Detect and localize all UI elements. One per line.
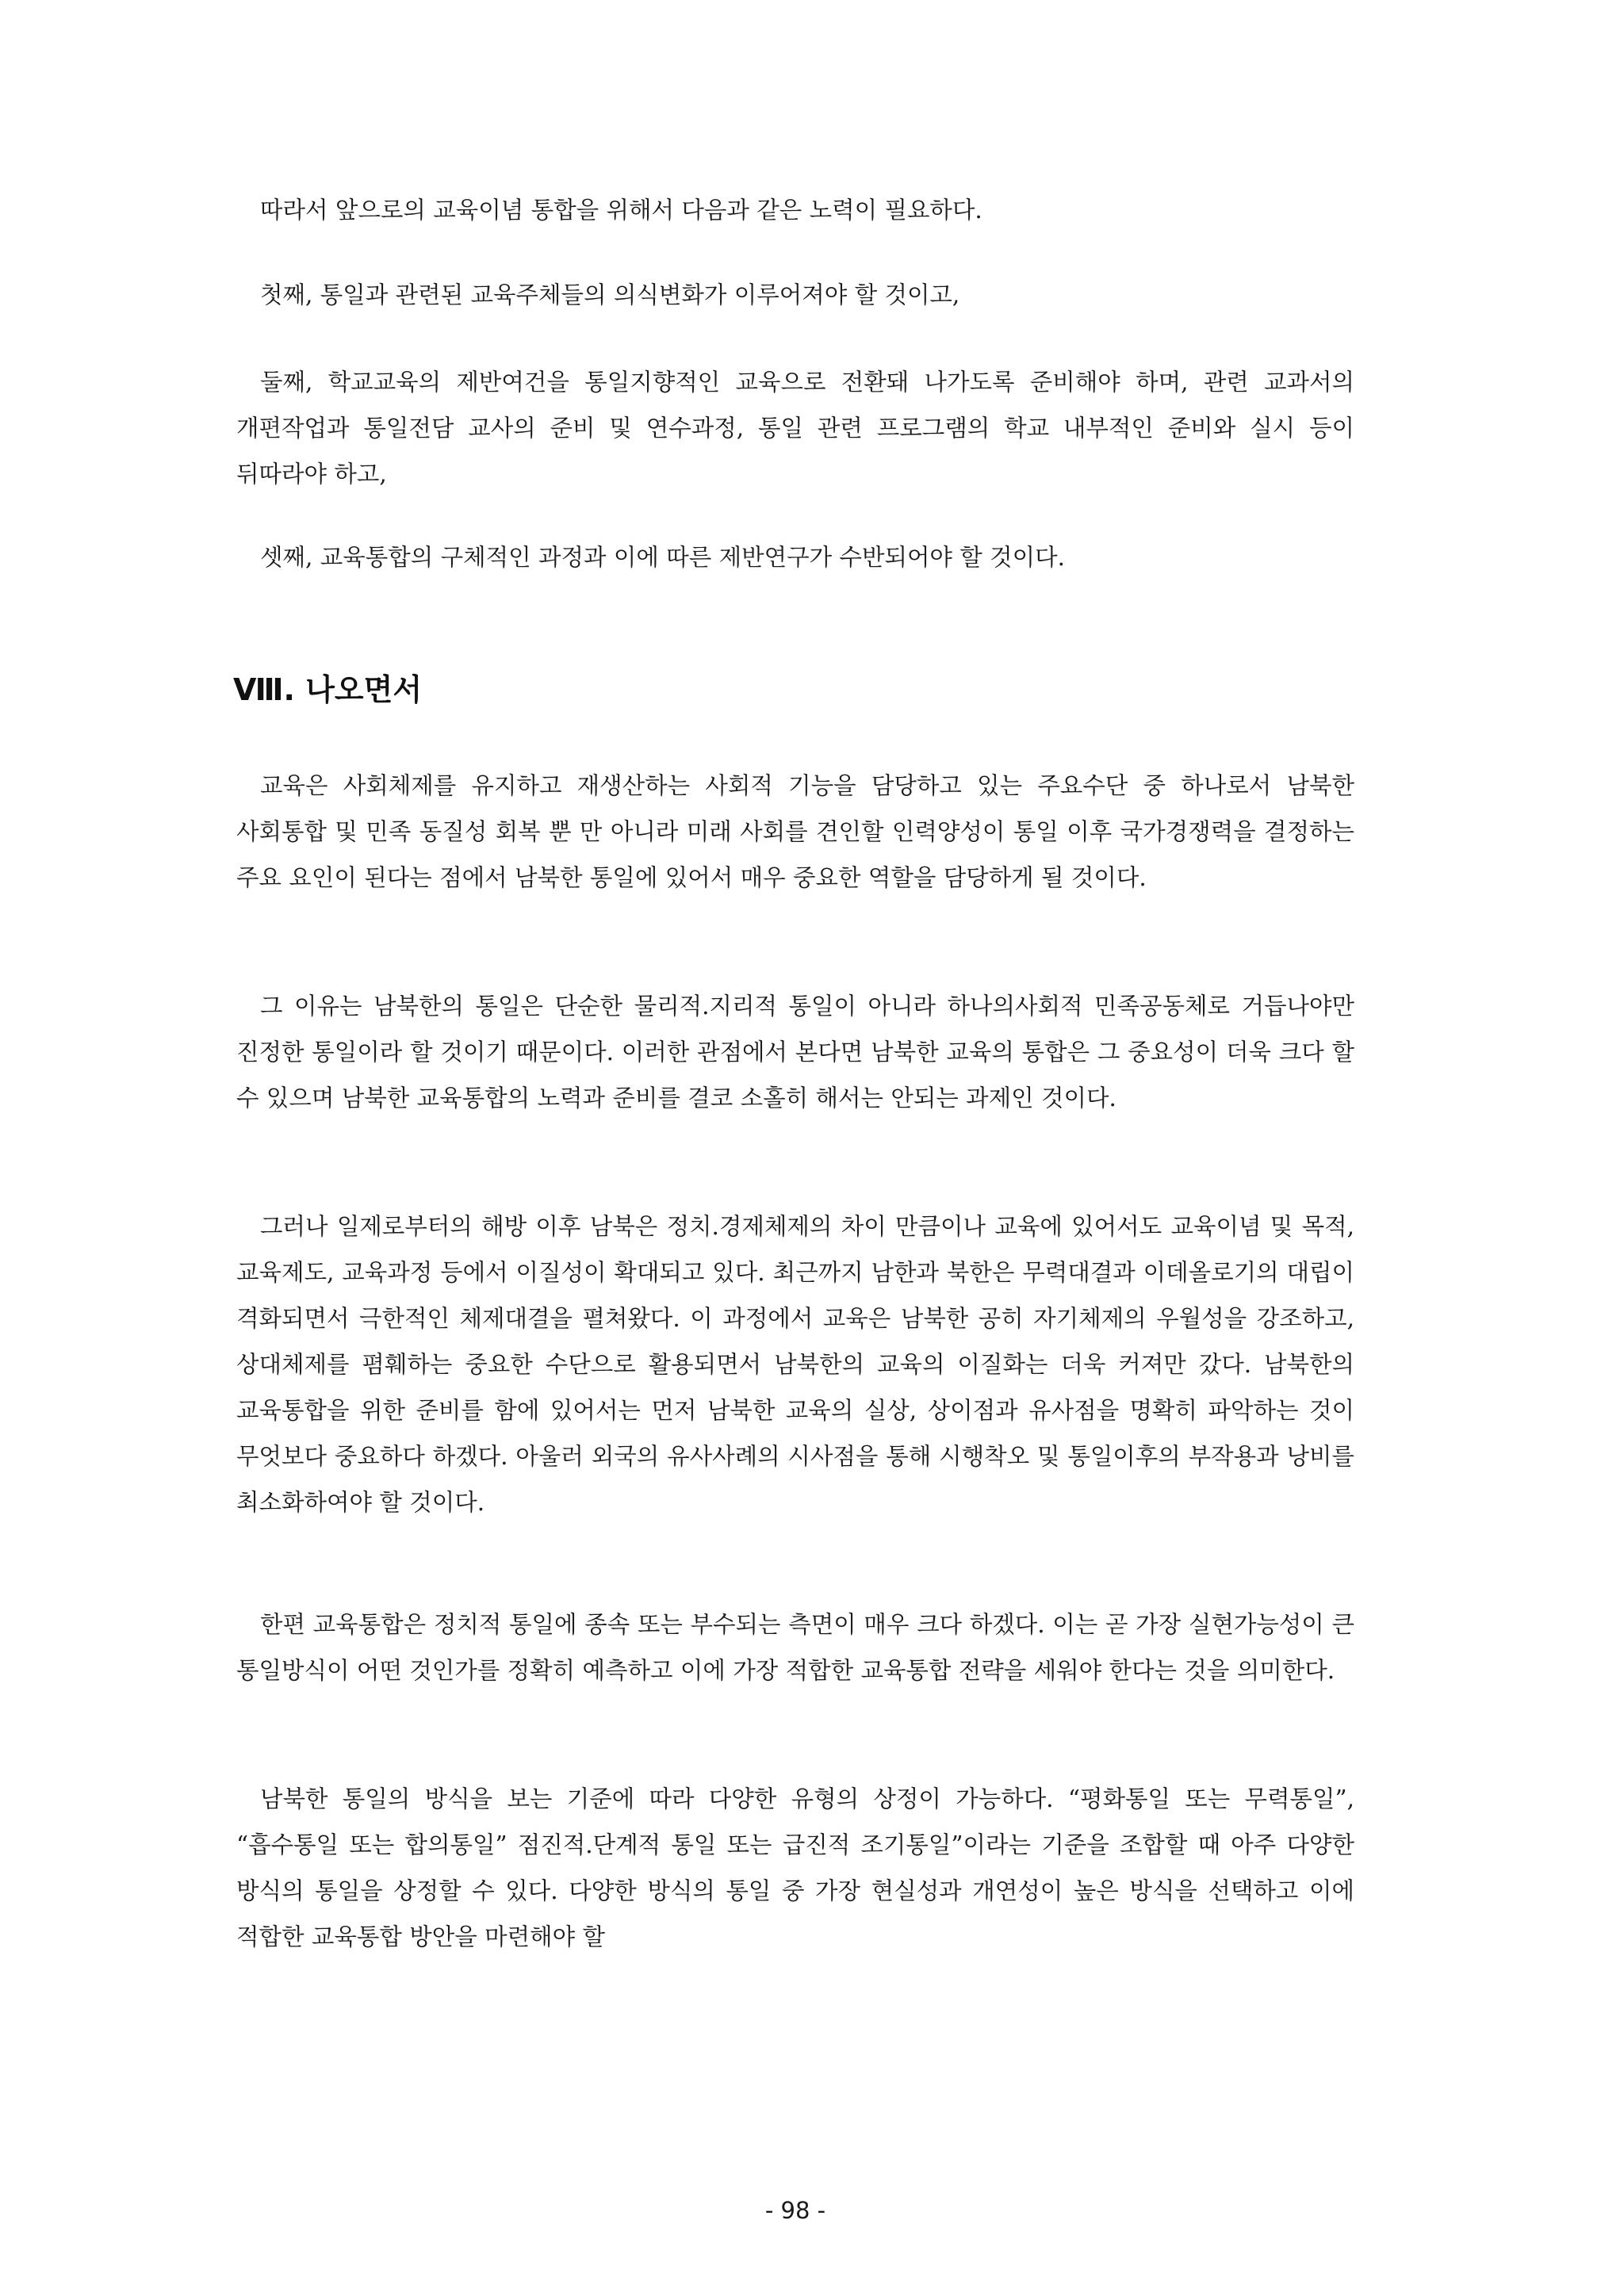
body-paragraph-5: 남북한 통일의 방식을 보는 기준에 따라 다양한 유형의 상정이 가능하다. “평화통일 또는 무력통일”, “흡수통일 또는 합의통일” 점진적.단계적 통일 또는 급진적 조기통일”이라는 기준을 조합할 때 아주 다양한 방식의 통일을 상정할 수 있다. 다양한 방식의 통일 중 가장 현실성과 개연성이 높은 방식을 선택하고 이에 적합한 교육통합 방안을 마련해야 할 — [236, 1785, 1354, 1950]
document-page — [233, 0, 1354, 2296]
page-number: - 98 - — [764, 2197, 826, 2224]
body-paragraph-2: 그 이유는 남북한의 통일은 단순한 물리적.지리적 통일이 아니라 하나의사회적 민족공동체로 거듭나야만 진정한 통일이라 할 것이기 때문이다. 이러한 관점에서 본다면 남북한 교육의 통합은 그 중요성이 더욱 크다 할 수 있으며 남북한 교육통합의 노력과 준비를 결코 소홀히 해서는 안되는 과제인 것이다. — [236, 993, 1354, 1112]
section-heading: Ⅷ. 나오면서 — [233, 672, 423, 707]
body-paragraph-3: 그러나 일제로부터의 해방 이후 남북은 정치.경제체제의 차이 만큼이나 교육에 있어서도 교육이념 및 목적, 교육제도, 교육과정 등에서 이질성이 확대되고 있다. 최근까지 남한과 북한은 무력대결과 이데올로기의 대립이 격화되면서 극한적인 체제대결을 펼쳐왔다. 이 과정에서 교육은 남북한 공히 자기체제의 우월성을 강조하고, 상대체제를 폄훼하는 중요한 수단으로 활용되면서 남북한의 교육의 이질화는 더욱 커져만 갔다. 남북한의 교육통합을 위한 준비를 함에 있어서는 먼저 남북한 교육의 실상, 상이점과 유사점을 명확히 파악하는 것이 무엇보다 중요하다 하겠다. 아울러 외국의 유사사례의 시사점을 통해 시행착오 및 통일이후의 부작용과 낭비를 최소화하여야 할 것이다. — [236, 1213, 1354, 1516]
intro-paragraph-1: 따라서 앞으로의 교육이념 통합을 위해서 다음과 같은 노력이 필요하다. — [260, 197, 982, 224]
body-paragraph-4: 한편 교육통합은 정치적 통일에 종속 또는 부수되는 측면이 매우 크다 하겠다. 이는 곧 가장 실현가능성이 큰 통일방식이 어떤 것인가를 정확히 예측하고 이에 가장 적합한 교육통합 전략을 세워야 한다는 것을 의미한다. — [236, 1611, 1354, 1684]
intro-paragraph-first: 첫째, 통일과 관련된 교육주체들의 의식변화가 이루어져야 할 것이고, — [260, 281, 960, 308]
intro-paragraph-second: 둘째, 학교교육의 제반여건을 통일지향적인 교육으로 전환돼 나가도록 준비해야 하며, 관련 교과서의 개편작업과 통일전담 교사의 준비 및 연수과정, 통일 관련 프로그램의 학교 내부적인 준비와 실시 등이 뒤따라야 하고, — [236, 369, 1354, 488]
intro-paragraph-third: 셋째, 교육통합의 구체적인 과정과 이에 따른 제반연구가 수반되어야 할 것이다. — [260, 544, 1066, 571]
body-paragraph-1: 교육은 사회체제를 유지하고 재생산하는 사회적 기능을 담당하고 있는 주요수단 중 하나로서 남북한 사회통합 및 민족 동질성 회복 뿐 만 아니라 미래 사회를 견인할 인력양성이 통일 이후 국가경쟁력을 결정하는 주요 요인이 된다는 점에서 남북한 통일에 있어서 매우 중요한 역할을 담당하게 될 것이다. — [236, 772, 1354, 891]
